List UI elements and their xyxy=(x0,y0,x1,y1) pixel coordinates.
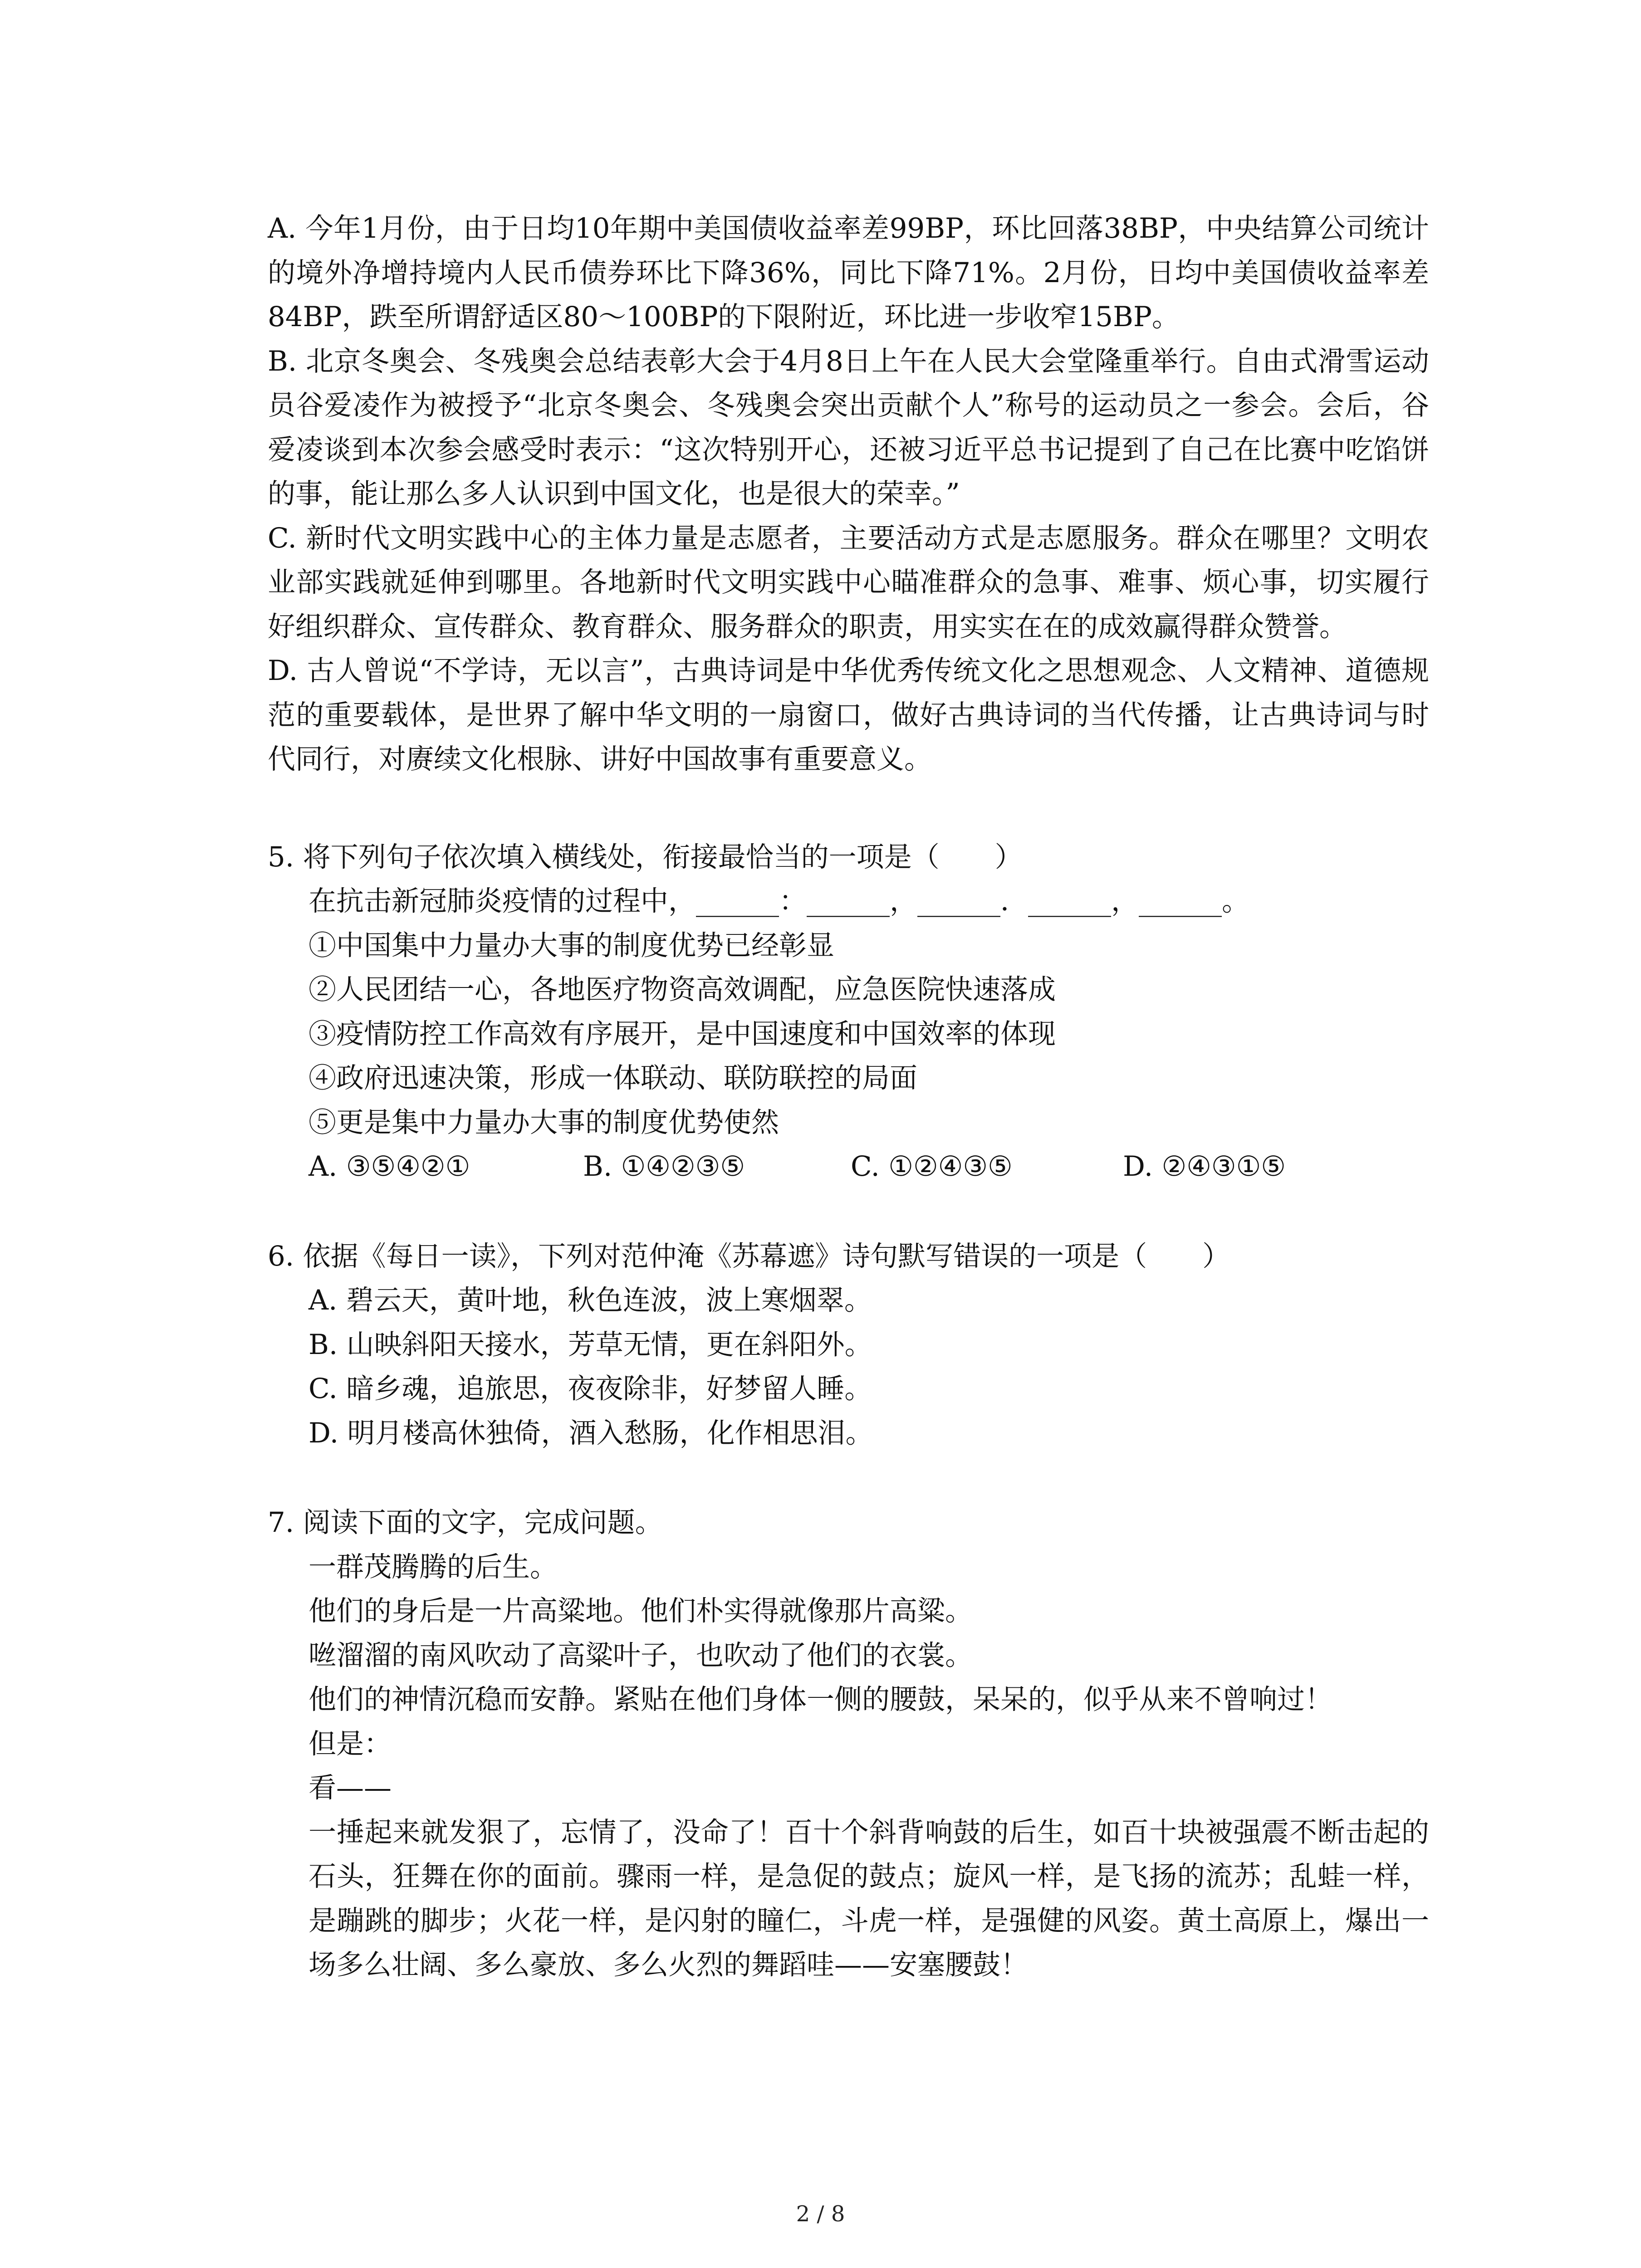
q5-item-1: ①中国集中力量办大事的制度优势已经彰显 xyxy=(309,929,835,962)
q7-body xyxy=(268,1545,1429,1987)
q7-stem: 7. 阅读下面的文字，完成问题。 xyxy=(268,1506,663,1539)
q4-option-d: D. 古人曾说“不学诗，无以言”，古典诗词是中华优秀传统文化之思想观念、人文精神、道德规范的重要载体，是世界了解中华文明的一扇窗口，做好古典诗词的当代传播，让古典诗词与时代同行，对赓续文化根脉、讲好中国故事有重要意义。 xyxy=(268,655,1429,775)
q5-choices xyxy=(309,1144,1429,1189)
q7-line-1: 一群茂腾腾的后生。 xyxy=(309,1550,558,1583)
q6-option-b: B. 山映斜阳天接水，芳草无情，更在斜阳外。 xyxy=(309,1328,872,1361)
q6-option-a: A. 碧云天，黄叶地，秋色连波，波上寒烟翠。 xyxy=(309,1284,872,1316)
spacer xyxy=(268,782,1429,835)
q4-option-c: C. 新时代文明实践中心的主体力量是志愿者，主要活动方式是志愿服务。群众在哪里？文明农业部实践就延伸到哪里。各地新时代文明实践中心瞄准群众的急事、难事、烦心事，切实履行好组织群众、宣传群众、教育群众、服务群众的职责，用实实在在的成效赢得群众赞誉。 xyxy=(268,522,1429,643)
q4-option-a: A. 今年1月份，由于日均10年期中美国债收益率差99BP，环比回落38BP，中央结算公司统计的境外净增持境内人民币债券环比下降36%，同比下降71%。2月份，日均中美国债收益率差84BP，跌至所谓舒适区80～100BP的下限附近，环比进一步收窄15BP。 xyxy=(268,212,1429,333)
page-content xyxy=(268,206,1429,1987)
q6-stem: 6. 依据《每日一读》，下列对范仲淹《苏幕遮》诗句默写错误的一项是（ ） xyxy=(268,1240,1230,1272)
q5-choice-a: A. ③⑤④②① xyxy=(309,1150,470,1183)
q5-choice-b: B. ①④②③⑤ xyxy=(583,1150,745,1183)
q5-choice-d: D. ②④③①⑤ xyxy=(1123,1150,1286,1183)
q7-line-3: 咝溜溜的南风吹动了高粱叶子，也吹动了他们的衣裳。 xyxy=(309,1639,973,1672)
q5-sentence: 在抗击新冠肺炎疫情的过程中，______：______，______．______，______。 xyxy=(309,885,1250,917)
q7-line-5: 但是： xyxy=(309,1727,392,1760)
spacer xyxy=(268,1455,1429,1501)
q5-item-3: ③疫情防控工作高效有序展开，是中国速度和中国效率的体现 xyxy=(309,1017,1056,1050)
q7-line-2: 他们的身后是一片高粱地。他们朴实得就像那片高粱。 xyxy=(309,1595,973,1627)
q6-option-d: D. 明月楼高休独倚，酒入愁肠，化作相思泪。 xyxy=(309,1417,873,1449)
q7-line-6: 看—— xyxy=(309,1772,392,1804)
q7-line-4: 他们的神情沉稳而安静。紧贴在他们身体一侧的腰鼓，呆呆的，似乎从来不曾响过！ xyxy=(309,1683,1333,1716)
q5-item-5: ⑤更是集中力量办大事的制度优势使然 xyxy=(309,1106,779,1139)
q5-stem: 5. 将下列句子依次填入横线处，衔接最恰当的一项是（ ） xyxy=(268,841,1023,873)
spacer xyxy=(268,1189,1429,1234)
q5-item-2: ②人民团结一心，各地医疗物资高效调配，应急医院快速落成 xyxy=(309,973,1056,1006)
q5-choice-c: C. ①②④③⑤ xyxy=(851,1150,1013,1183)
page-number: 2 / 8 xyxy=(796,2201,845,2227)
q6-option-c: C. 暗乡魂，追旅思，夜夜除非，好梦留人睡。 xyxy=(309,1373,872,1405)
q7-paragraph: 一捶起来就发狠了，忘情了，没命了！百十个斜背响鼓的后生，如百十块被强震不断击起的石头，狂舞在你的面前。骤雨一样，是急促的鼓点；旋风一样，是飞扬的流苏；乱蛙一样，是蹦跳的脚步；火花一样，是闪射的瞳仁，斗虎一样，是强健的风姿。黄土高原上，爆出一场多么壮阔、多么豪放、多么火烈的舞蹈哇——安塞腰鼓！ xyxy=(309,1816,1429,1981)
q5-item-4: ④政府迅速决策，形成一体联动、联防联控的局面 xyxy=(309,1062,918,1094)
q6-body xyxy=(268,1278,1429,1455)
q4-option-b: B. 北京冬奥会、冬残奥会总结表彰大会于4月8日上午在人民大会堂隆重举行。自由式滑雪运动员谷爱凌作为被授予“北京冬奥会、冬残奥会突出贡献个人”称号的运动员之一参会。会后，谷爱凌谈到本次参会感受时表示：“这次特别开心，还被习近平总书记提到了自己在比赛中吃馅饼的事，能让那么多人认识到中国文化，也是很大的荣幸。” xyxy=(268,345,1429,510)
q5-body xyxy=(268,879,1429,1189)
